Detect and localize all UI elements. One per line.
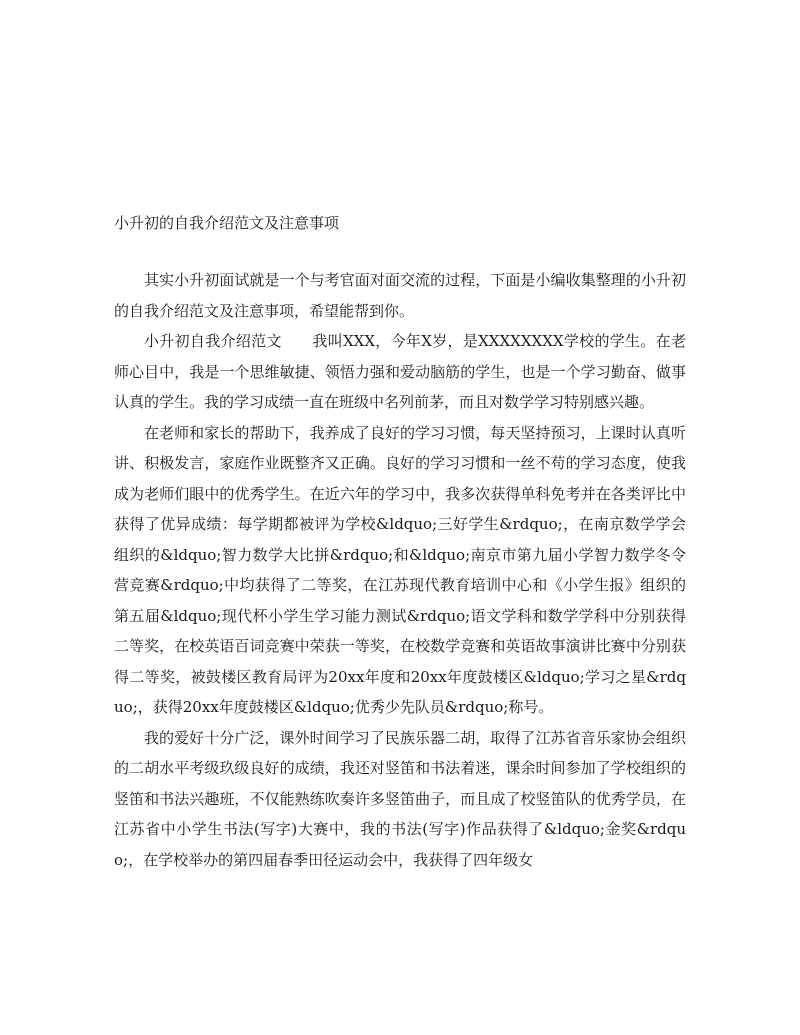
paragraph-hobbies: 我的爱好十分广泛，课外时间学习了民族乐器二胡，取得了江苏省音乐家协会组织的二胡水平考级玖级良好的成绩，我还对竖笛和书法着迷，课余时间参加了学校组织的竖笛和书法兴趣班，不仅能熟练吹奏许多竖笛曲子，而且成了校竖笛队的优秀学员，在江苏省中小学生书法(写字)大赛中，我的书法(写字)作品获得了&ldquo;金奖&rdquo;，在学校举办的第四届春季田径运动会中，我获得了四年级女	[114, 728, 686, 869]
document-title: 小升初的自我介绍范文及注意事项	[114, 214, 340, 232]
document-body	[114, 265, 686, 875]
paragraph-achievements: 在老师和家长的帮助下，我养成了良好的学习习惯，每天坚持预习，上课时认真听讲、积极发言，家庭作业既整齐又正确。良好的学习习惯和一丝不苟的学习态度，使我成为老师们眼中的优秀学生。在近六年的学习中，我多次获得单科免考并在各类评比中获得了优异成绩：每学期都被评为学校&ldquo;三好学生&rdquo;，在南京数学学会组织的&ldquo;智力数学大比拼&rdquo;和&ldquo;南京市第九届小学智力数学冬令营竞赛&rdquo;中均获得了二等奖，在江苏现代教育培训中心和《小学生报》组织的第五届&ldquo;现代杯小学生学习能力测试&rdquo;语文学科和数学学科中分别获得二等奖，在校英语百词竞赛中荣获一等奖，在校数学竞赛和英语故事演讲比赛中分别获得二等奖，被鼓楼区教育局评为20xx年度和20xx年度鼓楼区&ldquo;学习之星&rdquo;，获得20xx年度鼓楼区&ldquo;优秀少先队员&rdquo;称号。	[114, 423, 686, 716]
paragraph-intro: 其实小升初面试就是一个与考官面对面交流的过程，下面是小编收集整理的小升初的自我介绍范文及注意事项，希望能帮到你。	[114, 271, 686, 320]
paragraph-self-introduction: 小升初自我介绍范文 我叫XXX，今年X岁，是XXXXXXXX学校的学生。在老师心目中，我是一个思维敏捷、领悟力强和爱动脑筋的学生，也是一个学习勤奋、做事认真的学生。我的学习成绩一直在班级中名列前茅，而且对数学学习特别感兴趣。	[114, 332, 686, 411]
